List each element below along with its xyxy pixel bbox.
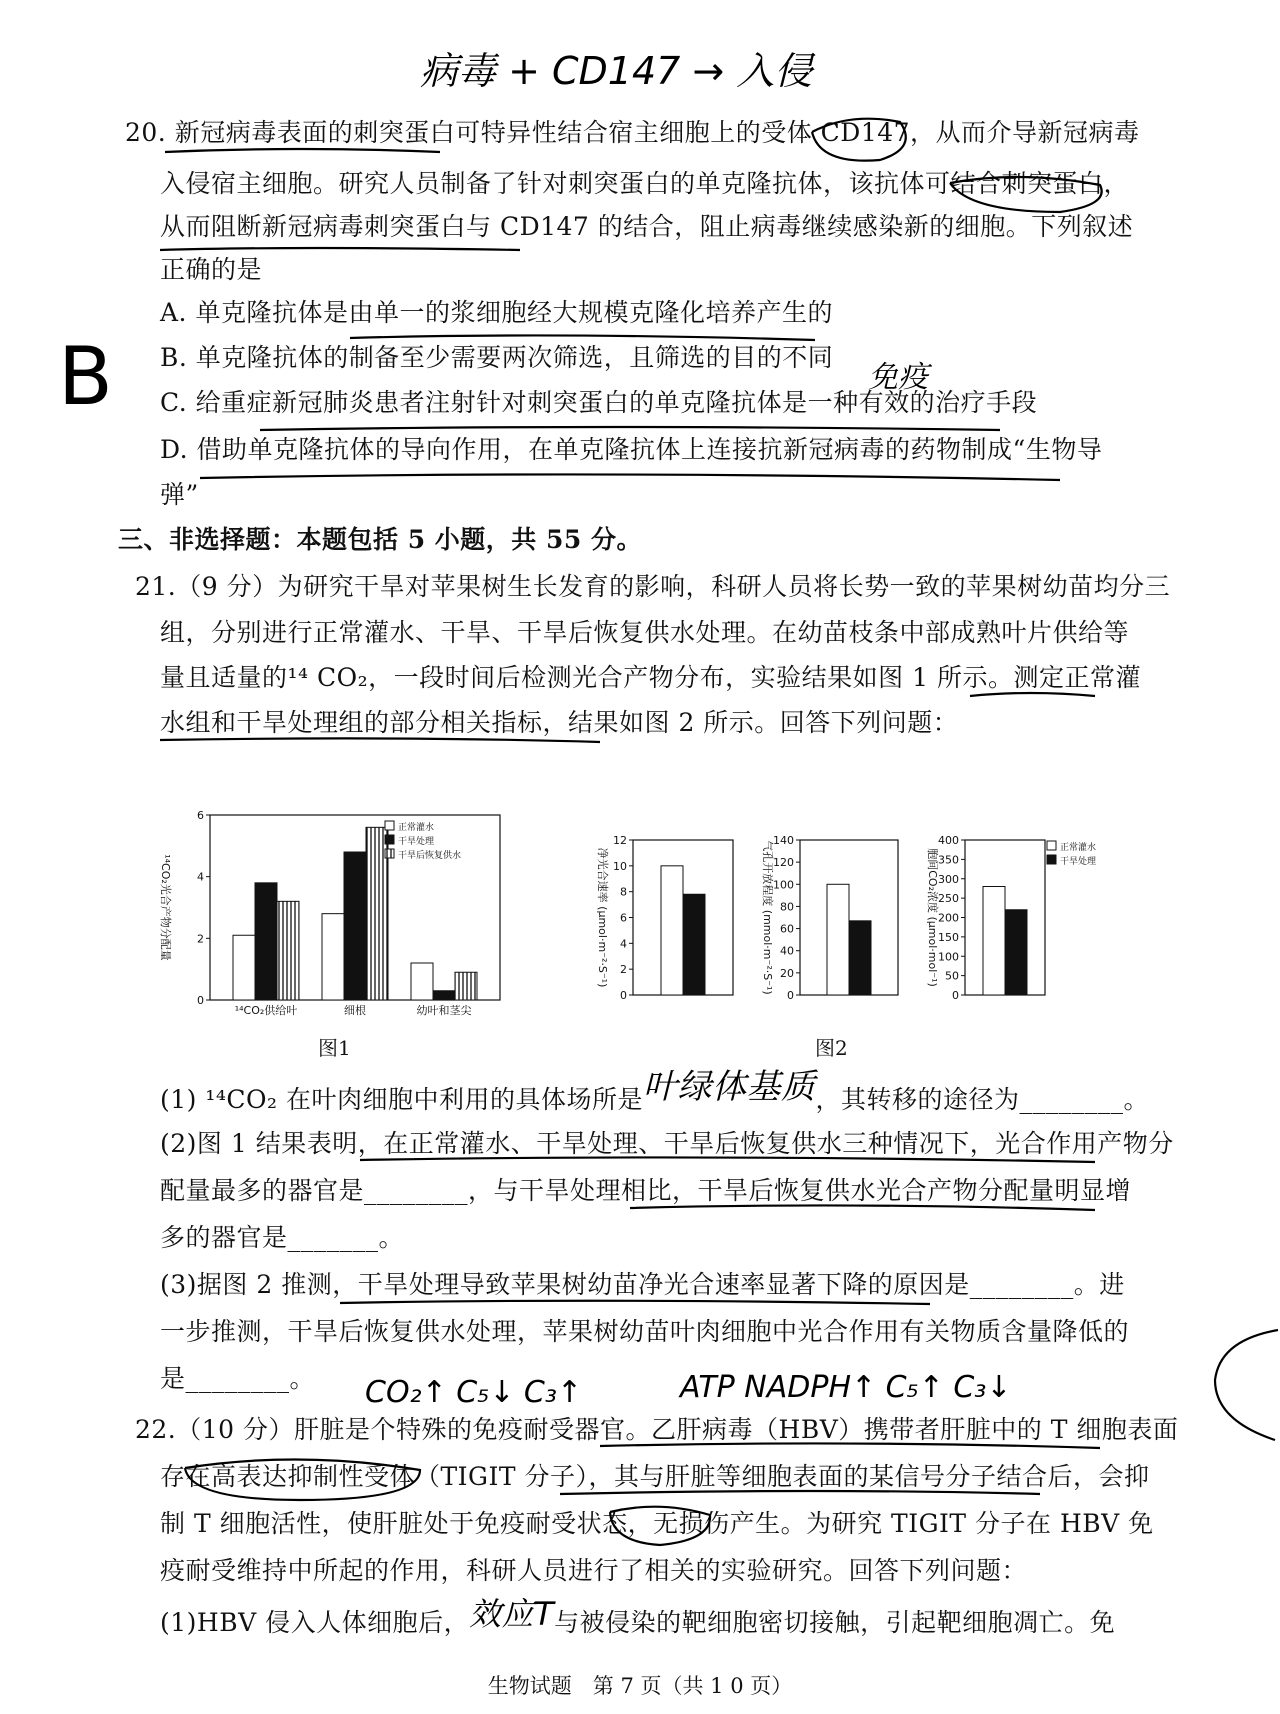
bar [1005,910,1027,995]
page-footer: 生物试题 第 7 页（共 1 0 页） [487,1674,793,1698]
q20-line-3: 从而阻断新冠病毒刺突蛋白与 CD147 的结合，阻止病毒继续感染新的细胞。下列叙述 [160,212,1134,241]
q20-line-1: 20. 新冠病毒表面的刺突蛋白可特异性结合宿主细胞上的受体 CD147，从而介导新冠病毒 [125,118,1140,147]
y-tick-label: 8 [620,885,627,899]
bar [322,914,344,1000]
y-tick-label: 100 [773,878,794,892]
y-tick-label: 300 [938,872,959,886]
bar [455,972,477,1000]
figure-2-caption: 图2 [815,1036,848,1060]
bar [233,935,255,1000]
y-tick-label: 0 [787,989,794,1002]
y-axis-label: 气孔开放程度 (mmol·m⁻²·S⁻¹) [761,840,774,995]
figure-2a [585,835,745,1005]
y-tick-label: 50 [945,969,959,983]
q20-option-d-cont: 弹” [160,480,199,509]
y-tick-label: 40 [780,944,794,958]
y-tick-label: 0 [197,994,204,1007]
y-tick-label: 6 [620,911,627,925]
handwritten-answer-b: B [58,330,113,423]
q21-sub2-line-2: 配量最多的器官是________，与干旱处理相比，干旱后恢复供水光合产物分配量明显增 [160,1176,1132,1205]
y-tick-label: 140 [773,835,794,847]
figure-2c [915,835,1105,1005]
legend-label: 干旱处理 [398,837,435,847]
category-label: ¹⁴CO₂供给叶 [234,1004,298,1017]
q22-sub1 [160,1595,1116,1640]
bar [827,884,849,995]
y-tick-label: 2 [197,932,204,946]
q21-sub1-text: (1) ¹⁴CO₂ 在叶肉细胞中利用的具体场所是 [160,1085,643,1114]
y-tick-label: 150 [938,930,959,944]
y-tick-label: 10 [613,859,627,873]
figure-1-caption: 图1 [318,1036,351,1060]
q21-sub2-line-3: 多的器官是_______。 [160,1223,405,1252]
y-axis-label: 胞间CO₂浓度 (μmol·mol⁻¹) [926,848,939,987]
legend-label: 干旱处理 [1060,857,1097,867]
legend-label: 正常灌水 [1060,843,1097,853]
y-axis-label: ¹⁴CO₂光合产物分配量 [159,854,172,961]
y-tick-label: 120 [773,856,794,870]
underline-option-d [200,474,1060,480]
q21-sub2-line-1: (2)图 1 结果表明，在正常灌水、干旱处理、干旱后恢复供水三种情况下，光合作用产物分 [160,1129,1174,1158]
q21-sub3-line-1: (3)据图 2 推测，干旱处理导致苹果树幼苗净光合速率显著下降的原因是________。进 [160,1270,1125,1299]
handwritten-sub1-answer: 叶绿体基质 [643,1067,816,1107]
q22-sub1-text: (1)HBV 侵入人体细胞后， [160,1608,470,1637]
bar [983,887,1005,996]
q20-option-d: D. 借助单克隆抗体的导向作用，在单克隆抗体上连接抗新冠病毒的药物制成“生物导 [160,435,1103,464]
q21-sub3-line-3: 是________。 [160,1364,316,1393]
figure-2a-chart [585,835,745,1005]
y-tick-label: 200 [938,911,959,925]
legend-swatch [385,821,394,830]
q22-line-1: 22.（10 分）肝脏是个特殊的免疫耐受器官。乙肝病毒（HBV）携带者肝脏中的 T 细胞表面 [135,1415,1179,1444]
bar [849,921,871,995]
category-label: 细根 [344,1004,366,1017]
q20-line-4: 正确的是 [160,255,263,284]
figure-1 [150,805,570,1025]
y-tick-label: 100 [938,950,959,964]
y-tick-label: 6 [197,809,204,822]
y-axis-label: 净光合速率 (μmol·m⁻²·S⁻¹) [596,847,609,988]
legend-swatch [1047,841,1056,850]
underline-option-c [260,427,1000,430]
y-tick-label: 400 [938,835,959,847]
underline-q20-3 [160,248,520,250]
q21-sub1 [160,1067,1150,1117]
bar [344,852,366,1000]
y-tick-label: 80 [780,900,794,914]
legend-swatch [385,849,394,858]
y-tick-label: 250 [938,892,959,906]
q21-sub3-line-2: 一步推测，干旱后恢复供水处理，苹果树幼苗叶肉细胞中光合作用有关物质含量降低的 [160,1317,1130,1346]
q20-line-2: 入侵宿主细胞。研究人员制备了针对刺突蛋白的单克隆抗体，该抗体可结合刺突蛋白， [160,169,1130,198]
y-tick-label: 0 [952,989,959,1002]
figure-2b [750,835,910,1005]
legend-swatch [385,835,394,844]
section-3-heading: 三、非选择题：本题包括 5 小题，共 55 分。 [118,525,643,554]
figure-1-chart [150,805,570,1025]
q21-line-1: 21.（9 分）为研究干旱对苹果树生长发育的影响，科研人员将长势一致的苹果树幼苗均分三 [135,572,1171,601]
y-tick-label: 350 [938,853,959,867]
underline-option-a [350,335,815,340]
legend-swatch [1047,855,1056,864]
y-tick-label: 60 [780,922,794,936]
y-tick-label: 2 [620,963,627,977]
q21-sub1-tail: ，其转移的途径为________。 [815,1085,1150,1114]
q21-line-3: 量且适量的¹⁴ CO₂，一段时间后检测光合产物分布，实验结果如图 1 所示。测定正常灌 [160,663,1141,692]
handwritten-top-note: 病毒 + CD147 → 入侵 [420,49,813,93]
bar [277,901,299,1000]
q22-line-4: 疫耐受维持中所起的作用，科研人员进行了相关的实验研究。回答下列问题： [160,1556,1028,1585]
handwritten-sub3-note-b: ATP NADPH↑ C₅↑ C₃↓ [680,1370,1012,1405]
y-tick-label: 0 [620,989,627,1002]
figure-2c-chart [915,835,1105,1005]
bar [255,883,277,1000]
category-label: 幼叶和茎尖 [416,1004,472,1017]
margin-curve-right [1215,1330,1278,1440]
q20-option-a: A. 单克隆抗体是由单一的浆细胞经大规模克隆化培养产生的 [160,298,833,327]
legend-label: 干旱后恢复供水 [398,851,462,861]
q22-line-3: 制 T 细胞活性，使肝脏处于免疫耐受状态，无损伤产生。为研究 TIGIT 分子在 HBV 免 [160,1509,1154,1538]
y-tick-label: 20 [780,966,794,980]
q20-option-b: B. 单克隆抗体的制备至少需要两次筛选，且筛选的目的不同 [160,343,834,372]
y-tick-label: 4 [197,870,204,884]
handwritten-q22-answer: 效应T [469,1595,555,1633]
bar [433,991,455,1000]
y-tick-label: 4 [620,937,627,951]
y-tick-label: 12 [613,835,627,847]
handwritten-note-option-c: 免疫 [868,360,928,395]
bar [411,963,433,1000]
bar [683,894,705,995]
q22-line-2: 存在高表达抑制性受体（TIGIT 分子），其与肝脏等细胞表面的某信号分子结合后，会抑 [160,1462,1150,1491]
handwritten-sub3-note-a: CO₂↑ C₅↓ C₃↑ [365,1375,583,1410]
legend-label: 正常灌水 [398,823,435,833]
q21-line-2: 组，分别进行正常灌水、干旱、干旱后恢复供水处理。在幼苗枝条中部成熟叶片供给等 [160,618,1130,647]
q20-option-c: C. 给重症新冠肺炎患者注射针对刺突蛋白的单克隆抗体是一种有效的治疗手段 [160,388,1038,417]
q21-line-4: 水组和干旱处理组的部分相关指标，结果如图 2 所示。回答下列问题： [160,708,959,737]
figure-2b-chart [750,835,910,1005]
bar [661,866,683,995]
q22-sub1-tail: 与被侵染的靶细胞密切接触，引起靶细胞凋亡。免 [554,1608,1116,1637]
